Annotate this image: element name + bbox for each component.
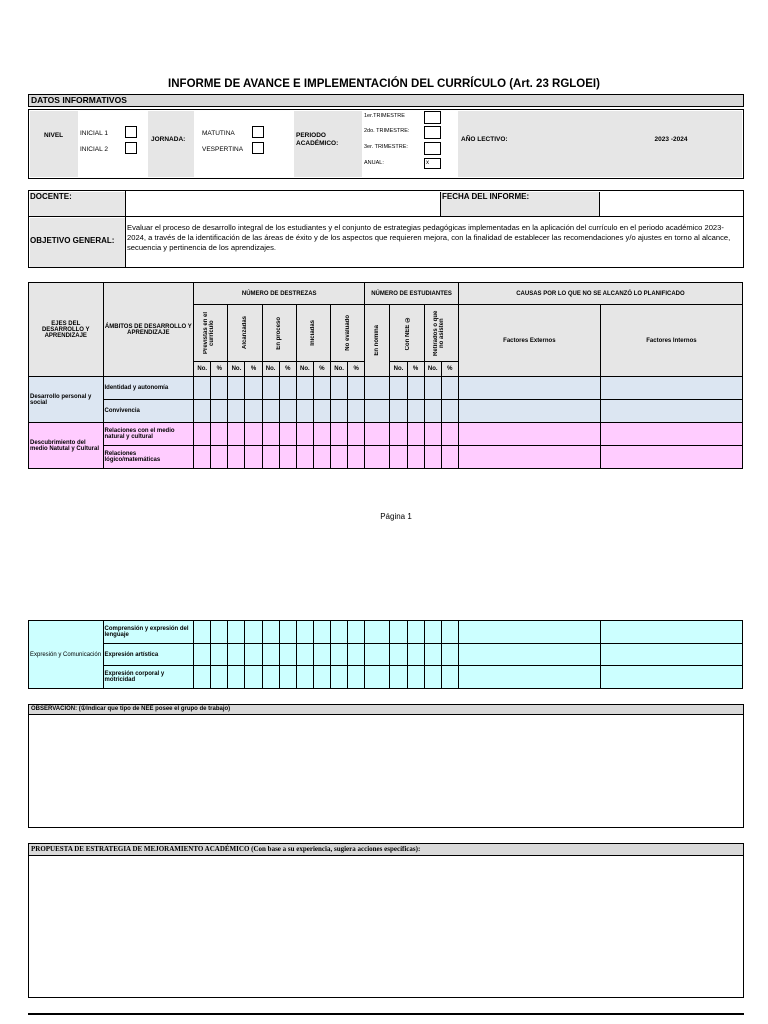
table-row xyxy=(29,400,743,423)
no-subheader: No. xyxy=(331,362,348,377)
trim3-label: 3er. TRIMESTRE: xyxy=(364,144,408,150)
vespertina-label: VESPERTINA xyxy=(202,146,244,153)
pct-subheader: % xyxy=(348,362,365,377)
col-previstas: Previstas en el currículo xyxy=(202,311,215,355)
docente-divider xyxy=(125,191,126,216)
trim1-checkbox[interactable] xyxy=(424,111,441,124)
evaluation-table-continued xyxy=(28,620,743,689)
jornada-label: JORNADA: xyxy=(151,136,186,143)
pct-subheader: % xyxy=(211,362,228,377)
anio-lectivo-cell xyxy=(458,111,742,177)
footer-rule xyxy=(28,1013,744,1015)
vespertina-checkbox[interactable] xyxy=(252,142,264,154)
ejes-header: EJES DEL DESARROLLO Y APRENDIZAJE xyxy=(29,283,104,377)
inicial2-label: INICIAL 2 xyxy=(80,146,108,153)
pct-subheader: % xyxy=(279,362,296,377)
propuesta-field[interactable] xyxy=(28,855,744,998)
destrezas-header: NÚMERO DE DESTREZAS xyxy=(194,283,365,305)
no-subheader: No. xyxy=(424,362,441,377)
inicial2-checkbox[interactable] xyxy=(125,142,137,154)
col-con-nee: Con NEE ① xyxy=(404,315,411,351)
page-title: INFORME DE AVANCE E IMPLEMENTACIÓN DEL CURRÍCULO (Art. 23 RGLOEI) xyxy=(168,78,600,90)
ambito-corporal: Expresión corporal y motricidad xyxy=(103,666,194,689)
no-subheader: No. xyxy=(228,362,245,377)
trim3-checkbox[interactable] xyxy=(424,142,441,155)
col-en-proceso: En proceso xyxy=(276,316,283,350)
pct-subheader: % xyxy=(407,362,424,377)
ambito-convivencia: Convivencia xyxy=(103,400,194,423)
table-row xyxy=(29,446,743,469)
fecha-field[interactable] xyxy=(602,192,742,215)
observacion-field[interactable] xyxy=(28,714,744,828)
pct-subheader: % xyxy=(313,362,330,377)
factores-internos-header: Factores Internos xyxy=(600,305,742,377)
matutina-label: MATUTINA xyxy=(202,130,235,137)
jornada-cell xyxy=(148,111,194,177)
eje-descubrimiento: Descubrimiento del medio Natutal y Cultural xyxy=(29,423,104,469)
col-alcanzadas: Alcanzadas xyxy=(241,316,248,350)
eje-expresion: Expresión y Comunicación xyxy=(29,621,104,689)
ambito-logico-matematicas: Relaciones lógico/matemáticas xyxy=(103,446,194,469)
no-subheader: No. xyxy=(296,362,313,377)
anual-checkbox[interactable]: x xyxy=(424,158,441,169)
anual-label: ANUAL: xyxy=(364,160,384,166)
propuesta-header: PROPUESTA DE ESTRATEGIA DE MEJORAMIENTO ACADÉMICO (Con base a su experiencia, sugiera acciones específicas): xyxy=(28,843,744,856)
ambito-identidad: Identidad y autonomía xyxy=(103,377,194,400)
periodo-label: PERIODO ACADÉMICO: xyxy=(296,132,339,147)
fecha-label: FECHA DEL INFORME: xyxy=(442,192,530,201)
no-subheader: No. xyxy=(194,362,211,377)
no-subheader: No. xyxy=(262,362,279,377)
objetivo-divider xyxy=(125,217,126,267)
table-row xyxy=(29,621,743,644)
table-row xyxy=(29,377,743,400)
table-row xyxy=(29,666,743,689)
trim2-checkbox[interactable] xyxy=(424,126,441,139)
datos-informativos-header: DATOS INFORMATIVOS xyxy=(28,94,744,107)
estudiantes-header: NÚMERO DE ESTUDIANTES xyxy=(365,283,459,305)
anio-lectivo-label: AÑO LECTIVO: xyxy=(461,136,508,143)
trim2-label: 2do. TRIMESTRE: xyxy=(364,128,410,134)
observacion-header: OBSERVACIÓN: (①Indicar que tipo de NEE posee el grupo de trabajo) xyxy=(28,704,744,715)
table-row xyxy=(29,423,743,446)
col-retirados: Retirados o que no asisten xyxy=(433,310,446,356)
docente-label: DOCENTE: xyxy=(30,192,72,201)
inicial1-label: INICIAL 1 xyxy=(80,130,108,137)
ambitos-header: ÁMBITOS DE DESARROLLO Y APRENDIZAJE xyxy=(103,283,194,377)
col-en-nomina: En nómina xyxy=(374,325,381,356)
col-no-evaluado: No evaluado xyxy=(344,315,351,351)
trim1-label: 1er.TRIMESTRE xyxy=(364,113,405,119)
inicial1-checkbox[interactable] xyxy=(125,126,137,138)
nivel-label: NIVEL xyxy=(44,132,64,139)
eje-desarrollo-personal: Desarrollo personal y social xyxy=(29,377,104,423)
matutina-checkbox[interactable] xyxy=(252,126,264,138)
objetivo-text: Evaluar el proceso de desarrollo integral de los estudiantes y el conjunto de estrategias pedagógicas implementadas en la aplicación del currículo en el periodo académico 2023-2024, a través de la identificación de las áreas de éxito y de los aspectos que requieren mejora, con la finalidad de establecer las recomendaciones y/o ajustes en torno al alcance, secuencia y pertinencia de los aprendizajes. xyxy=(127,223,731,252)
docente-field[interactable] xyxy=(127,192,439,215)
table-row xyxy=(29,644,743,666)
no-subheader: No. xyxy=(390,362,407,377)
nivel-cell xyxy=(30,111,78,177)
pct-subheader: % xyxy=(441,362,458,377)
ambito-lenguaje: Comprensión y expresión del lenguaje xyxy=(103,621,194,644)
ambito-artistica: Expresión artística xyxy=(103,644,194,666)
page-number: Página 1 xyxy=(380,512,412,521)
factores-externos-header: Factores Externos xyxy=(458,305,600,377)
causas-header: CAUSAS POR LO QUE NO SE ALCANZÓ LO PLANIFICADO xyxy=(458,283,742,305)
ambito-relaciones-medio: Relaciones con el medio natural y cultural xyxy=(103,423,194,446)
anio-lectivo-value: 2023 -2024 xyxy=(654,136,688,143)
evaluation-table xyxy=(28,282,743,469)
objetivo-label: OBJETIVO GENERAL: xyxy=(30,236,115,245)
pct-subheader: % xyxy=(245,362,262,377)
col-iniciadas: Iniciadas xyxy=(310,320,317,346)
